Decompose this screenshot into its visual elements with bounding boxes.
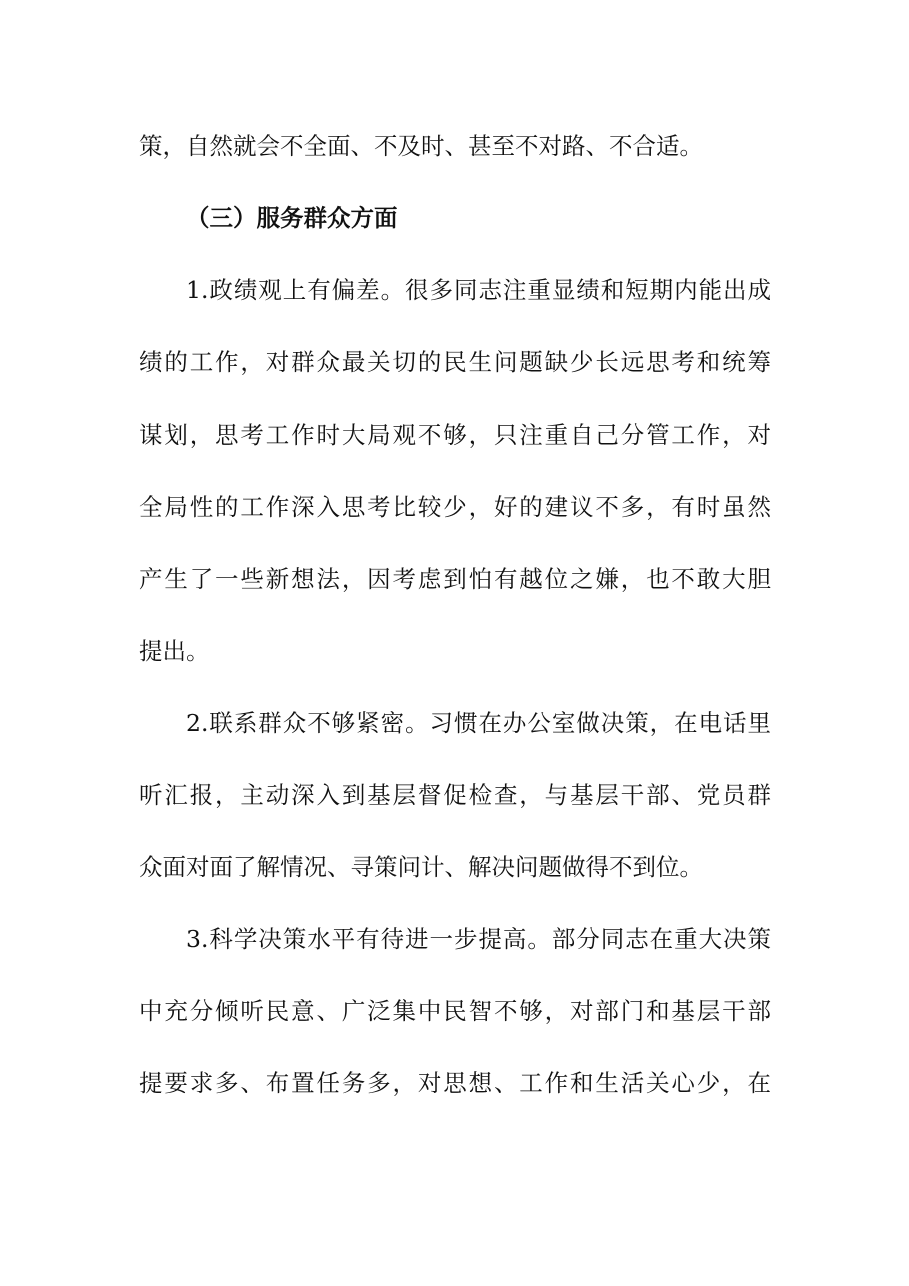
paragraph-line: 谋划，思考工作时大局观不够，只注重自己分管工作，对 (139, 421, 771, 449)
paragraph-line: 中充分倾听民意、广泛集中民智不够，对部门和基层干部 (139, 997, 771, 1025)
paragraph-line: 众面对面了解情况、寻策问计、解决问题做得不到位。 (139, 853, 703, 881)
section-heading: （三）服务群众方面 (186, 204, 398, 232)
paragraph-line: 绩的工作，对群众最关切的民生问题缺少长远思考和统筹 (139, 348, 771, 376)
paragraph-line: 2.联系群众不够紧密。习惯在办公室做决策，在电话里 (186, 709, 771, 737)
paragraph-line: 1.政绩观上有偏差。很多同志注重显绩和短期内能出成 (186, 276, 771, 304)
paragraph-line: 听汇报，主动深入到基层督促检查，与基层干部、党员群 (139, 781, 771, 809)
paragraph-line: 提要求多、布置任务多，对思想、工作和生活关心少，在 (139, 1069, 771, 1097)
paragraph-line: 全局性的工作深入思考比较少，好的建议不多，有时虽然 (139, 493, 771, 521)
paragraph-line: 提出。 (139, 637, 210, 665)
paragraph-line: 3.科学决策水平有待进一步提高。部分同志在重大决策 (186, 925, 771, 953)
paragraph-line: 策，自然就会不全面、不及时、甚至不对路、不合适。 (139, 132, 703, 160)
paragraph-line: 产生了一些新想法，因考虑到怕有越位之嫌，也不敢大胆 (139, 565, 771, 593)
